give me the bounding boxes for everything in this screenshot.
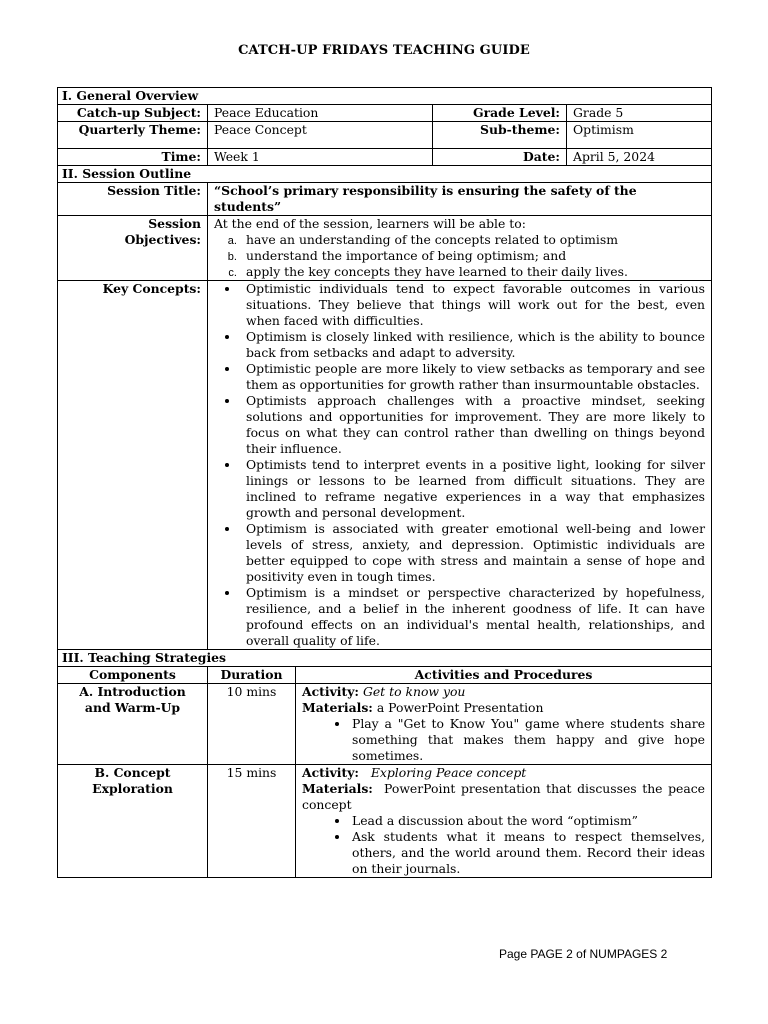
objective-item: b. understand the importance of being optimism; and xyxy=(240,248,705,264)
teaching-guide-table xyxy=(57,87,712,878)
materials-line xyxy=(302,700,705,716)
procedure-list xyxy=(302,813,705,877)
key-concept-item: • Optimists approach challenges with a proactive mindset, seeking solutions and opportunities for improvement. They are more likely to focus on what they can control rather than dwelling on things beyond their influence. xyxy=(240,393,705,457)
key-concept-item: • Optimism is associated with greater emotional well-being and lower levels of stress, anxiety, and depression. Optimistic individuals are better equipped to cope with stress and maintain a sense of hope and positivity even in tough times. xyxy=(240,521,705,585)
general-overview-row xyxy=(58,88,712,105)
session-title-value: “School’s primary responsibility is ensuring the safety of the students” xyxy=(208,183,712,216)
key-concepts-row xyxy=(58,281,712,650)
key-concept-item: • Optimistic people are more likely to view setbacks as temporary and see them as opportunities for growth rather than insurmountable obstacles. xyxy=(240,361,705,393)
activity-line xyxy=(302,765,705,781)
session-objectives-cell xyxy=(208,216,712,281)
activity-label: Activity: xyxy=(302,765,359,780)
procedure-step: • Ask students what it means to respect themselves, others, and the world around them. Record their ideas on their journals. xyxy=(350,829,705,877)
teaching-strategies-row xyxy=(58,650,712,667)
strategies-header-row xyxy=(58,667,712,684)
strategy-row-concept-exploration xyxy=(58,765,712,878)
quarterly-theme-label: Quarterly Theme: xyxy=(58,122,208,149)
subject-value: Peace Education xyxy=(208,105,433,122)
component-cell xyxy=(58,684,208,765)
activity-value: Exploring Peace concept xyxy=(370,765,527,780)
sub-theme-label: Sub-theme: xyxy=(433,122,567,149)
activity-value: Get to know you xyxy=(362,684,466,699)
component-cell xyxy=(58,765,208,878)
session-objectives-label-line1: Session xyxy=(148,216,201,231)
date-value: April 5, 2024 xyxy=(567,149,712,166)
theme-row xyxy=(58,122,712,149)
objective-item: c. apply the key concepts they have learned to their daily lives. xyxy=(240,264,705,280)
session-outline-row xyxy=(58,166,712,183)
component-name-line1: A. Introduction xyxy=(79,684,186,699)
activities-cell xyxy=(296,684,712,765)
key-concepts-label: Key Concepts: xyxy=(58,281,208,650)
materials-label: Materials: xyxy=(302,781,373,796)
page-footer: Page PAGE 2 of NUMPAGES 2 xyxy=(499,947,668,961)
session-objectives-row xyxy=(58,216,712,281)
key-concept-item: • Optimists tend to interpret events in a positive light, looking for silver linings or lessons to be learned from difficult situations. They are inclined to reframe negative experiences in a way that emphasizes growth and personal development. xyxy=(240,457,705,521)
session-title-label: Session Title: xyxy=(58,183,208,216)
components-header: Components xyxy=(58,667,208,684)
session-outline-heading: II. Session Outline xyxy=(58,166,712,183)
objectives-list xyxy=(214,232,705,280)
time-value: Week 1 xyxy=(208,149,433,166)
session-objectives-label xyxy=(58,216,208,281)
key-concept-item: • Optimistic individuals tend to expect favorable outcomes in various situations. They believe that things will work out for the best, even when faced with difficulties. xyxy=(240,281,705,329)
teaching-strategies-heading: III. Teaching Strategies xyxy=(58,650,712,667)
activities-cell xyxy=(296,765,712,878)
component-name-line2: and Warm-Up xyxy=(84,700,181,715)
time-label: Time: xyxy=(58,149,208,166)
subject-row xyxy=(58,105,712,122)
component-name-line2: Exploration xyxy=(92,781,173,796)
procedure-list xyxy=(302,716,705,764)
objective-item: a. have an understanding of the concepts related to optimism xyxy=(240,232,705,248)
key-concept-item: • Optimism is a mindset or perspective characterized by hopefulness, resilience, and a belief in the inherent goodness of life. It can have profound effects on an individual's mental health, relationships, and overall quality of life. xyxy=(240,585,705,649)
duration-cell: 10 mins xyxy=(208,684,296,765)
materials-value: a PowerPoint Presentation xyxy=(376,700,544,715)
objectives-intro: At the end of the session, learners will be able to: xyxy=(214,216,526,231)
date-label: Date: xyxy=(433,149,567,166)
activities-header: Activities and Procedures xyxy=(296,667,712,684)
document-title: CATCH-UP FRIDAYS TEACHING GUIDE xyxy=(238,43,530,58)
subject-label: Catch-up Subject: xyxy=(58,105,208,122)
sub-theme-value: Optimism xyxy=(567,122,712,149)
materials-label: Materials: xyxy=(302,700,373,715)
strategy-row-introduction xyxy=(58,684,712,765)
duration-header: Duration xyxy=(208,667,296,684)
key-concepts-list xyxy=(214,281,705,649)
key-concepts-cell xyxy=(208,281,712,650)
materials-value: PowerPoint presentation that discusses the peace concept xyxy=(302,781,706,812)
materials-line xyxy=(302,781,705,813)
activity-line xyxy=(302,684,705,700)
time-row xyxy=(58,149,712,166)
component-name-line1: B. Concept xyxy=(94,765,171,780)
procedure-step: • Lead a discussion about the word “optimism” xyxy=(350,813,705,829)
quarterly-theme-value: Peace Concept xyxy=(208,122,433,149)
procedure-step: • Play a "Get to Know You" game where students share something that makes them happy and give hope sometimes. xyxy=(350,716,705,764)
grade-level-label: Grade Level: xyxy=(433,105,567,122)
key-concept-item: • Optimism is closely linked with resilience, which is the ability to bounce back from setbacks and adapt to adversity. xyxy=(240,329,705,361)
session-title-row xyxy=(58,183,712,216)
session-objectives-label-line2: Objectives: xyxy=(124,232,201,247)
activity-label: Activity: xyxy=(302,684,359,699)
duration-cell: 15 mins xyxy=(208,765,296,878)
general-overview-heading: I. General Overview xyxy=(58,88,712,105)
grade-level-value: Grade 5 xyxy=(567,105,712,122)
